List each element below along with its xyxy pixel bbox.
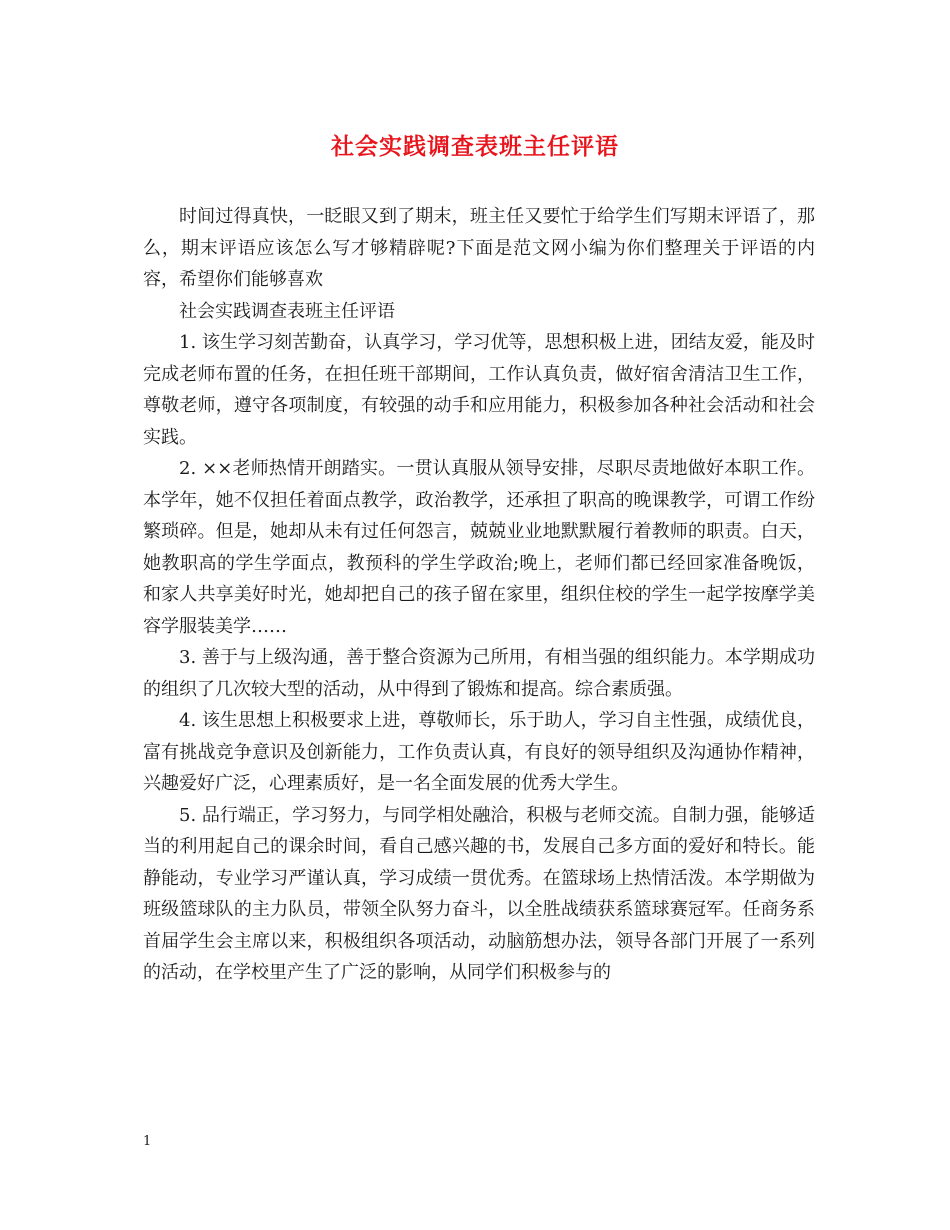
intro-paragraph: 时间过得真快，一眨眼又到了期末，班主任又要忙于给学生们写期末评语了，那么，期末评语应该怎么写才够精辟呢?下面是范文网小编为你们整理关于评语的内容，希望你们能够喜欢 xyxy=(143,206,815,290)
comment-paragraph-4: 4. 该生思想上积极要求上进，尊敬师长，乐于助人，学习自主性强，成绩优良，富有挑战竞争意识及创新能力，工作负责认真，有良好的领导组织及沟通协作精神，兴趣爱好广泛，心理素质好，是一名全面发展的优秀大学生。 xyxy=(143,710,815,794)
document-title: 社会实践调查表班主任评语 xyxy=(331,133,619,160)
comment-paragraph-3: 3. 善于与上级沟通，善于整合资源为己所用，有相当强的组织能力。本学期成功的组织了几次较大型的活动，从中得到了锻炼和提高。综合素质强。 xyxy=(143,647,815,700)
comment-paragraph-5: 5. 品行端正，学习努力，与同学相处融洽，积极与老师交流。自制力强，能够适当的利用起自己的课余时间，看自己感兴趣的书，发展自己多方面的爱好和特长。能静能动，专业学习严谨认真，学习成绩一贯优秀。在篮球场上热情活泼。本学期做为班级篮球队的主力队员，带领全队努力奋斗，以全胜战绩获系篮球赛冠军。任商务系首届学生会主席以来，积极组织各项活动，动脑筋想办法，领导各部门开展了一系列的活动，在学校里产生了广泛的影响，从同学们积极参与的 xyxy=(143,804,815,983)
page-number: 1 xyxy=(143,1134,152,1149)
comment-paragraph-1: 1. 该生学习刻苦勤奋，认真学习，学习优等，思想积极上进，团结友爱，能及时完成老师布置的任务，在担任班干部期间，工作认真负责，做好宿舍清洁卫生工作，尊敬老师，遵守各项制度，有较强的动手和应用能力，积极参加各种社会活动和社会实践。 xyxy=(143,332,815,448)
document-body xyxy=(143,201,815,989)
comment-paragraph-2: 2. ××老师热情开朗踏实。一贯认真服从领导安排，尽职尽责地做好本职工作。本学年，她不仅担任着面点教学，政治教学，还承担了职高的晚课教学，可谓工作纷繁琐碎。但是，她却从未有过任何怨言，兢兢业业地默默履行着教师的职责。白天，她教职高的学生学面点，教预科的学生学政治;晚上，老师们都已经回家准备晚饭，和家人共享美好时光，她却把自己的孩子留在家里，组织住校的学生一起学按摩学美容学服装美学…… xyxy=(143,458,815,637)
section-heading: 社会实践调查表班主任评语 xyxy=(179,300,395,322)
